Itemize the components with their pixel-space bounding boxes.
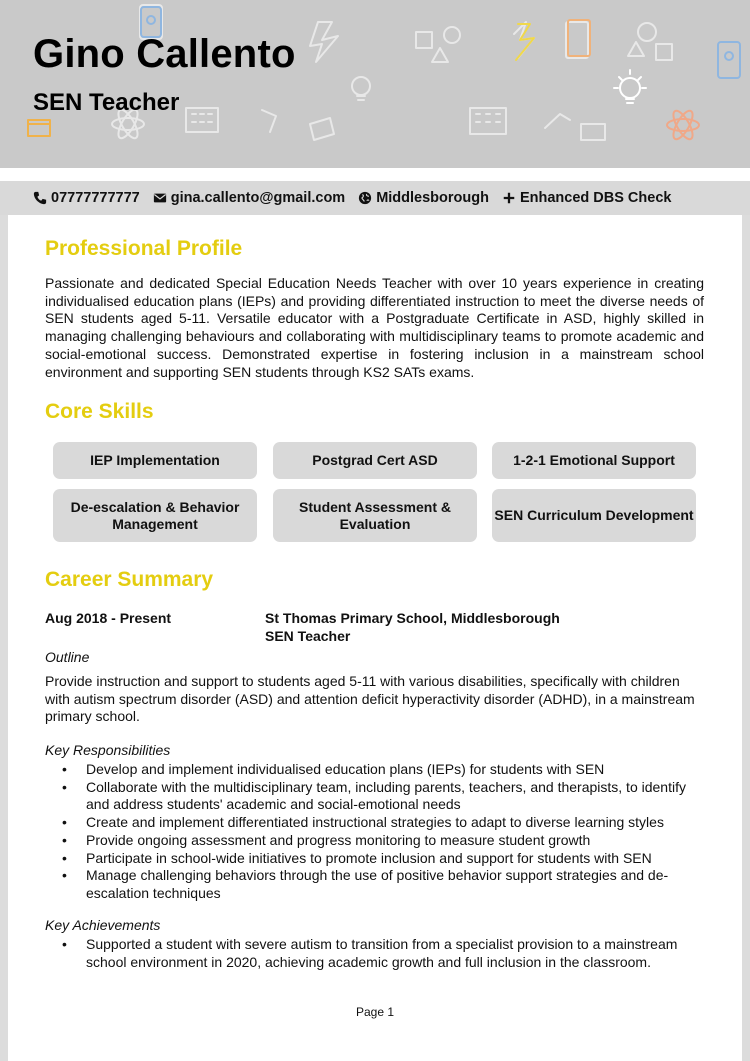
folder-icon-2 [581,124,605,140]
outline-label: Outline [45,649,90,665]
header-decoration [0,0,750,168]
skill-item: Student Assessment & Evaluation [273,489,477,542]
achievements-list [45,936,705,971]
profile-heading: Professional Profile [45,237,243,260]
location-text: Middlesborough [376,190,489,206]
list-item: • Create and implement differentiated instructional strategies to adapt to diverse learning styles [62,814,664,831]
skill-item: De-escalation & Behavior Management [53,489,257,542]
phone-icon [33,191,47,205]
phone-text: 07777777777 [51,190,140,206]
contact-dbs [502,190,672,206]
circle-shape-icon-2 [638,23,656,41]
contact-bar [0,181,750,215]
page-number: Page 1 [355,1005,395,1019]
header-divider [0,168,750,181]
job-position: SEN Teacher [265,628,351,644]
globe-icon [358,191,372,205]
responsibilities-list [45,761,705,903]
angle-icon [262,110,276,132]
skills-heading: Core Skills [45,400,154,423]
list-item: • Participate in school-wide initiatives to promote inclusion and support for students with SEN [62,849,652,866]
orange-atom-icon [667,119,699,131]
contact-email[interactable] [153,190,345,206]
orange-book-icon [568,20,590,56]
candidate-name: Gino Callento [33,32,296,76]
orange-folder-icon [28,120,50,136]
atom-icon [112,118,144,130]
list-item: • Develop and implement individualised education plans (IEPs) for students with SEN [62,761,605,777]
plus-icon [502,191,516,205]
lightning-icon [310,22,338,62]
resume-page [8,215,742,1061]
skill-item: IEP Implementation [53,442,257,479]
profile-text: Passionate and dedicated Special Education Needs Teacher with over 10 years experience in creating individualised education plans (IEPs) and providing differentiated instruction to meet the diverse needs of SEN students aged 5-11. Versatile educator with a Postgraduate Certificate in ASD, highly skilled in managing challenging behaviours and collaborating with multidisciplinary teams to promote academic and social-emotional success. Demonstrated expertise in fostering inclusion in a mainstream school environment and supporting SEN students through KS2 SATs exams. [45,275,704,380]
career-heading: Career Summary [45,568,214,591]
dbs-text: Enhanced DBS Check [519,190,672,206]
responsibilities-label: Key Responsibilities [45,742,171,758]
book-icon [566,22,588,58]
achievements-label: Key Achievements [45,917,161,933]
list-item: • Provide ongoing assessment and progress monitoring to measure student growth [62,831,591,848]
header-banner [0,0,750,168]
circle-shape-icon [444,27,460,43]
envelope-icon [153,191,167,205]
folder-icon [310,118,334,140]
building-icon [186,108,218,132]
white-lightbulb-icon [620,78,640,98]
list-item: • Collaborate with the multidisciplinary team, including parents, teachers, and therapists, to identify and address students' academic and social-emotional needs [62,778,686,813]
job-employer: St Thomas Primary School, Middlesborough [265,610,560,626]
lightbulb-icon [352,77,370,95]
contact-location [358,190,489,206]
angle-icon-2 [545,114,570,128]
triangle-shape-icon [432,48,448,62]
square-shape-icon [416,32,432,48]
email-text: gina.callento@gmail.com [170,190,346,206]
skill-item: Postgrad Cert ASD [273,442,477,479]
job-dates: Aug 2018 - Present [45,610,172,626]
outline-text: Provide instruction and support to students aged 5-11 with various disabilities, specifically with children with autism spectrum disorder (ASD) and attention deficit hyperactivity disorder (ADHD), in a mainstream primary school. [45,673,695,725]
list-item: • Supported a student with severe autism to transition from a specialist provision to a mainstream school environment in 2020, achieving academic growth and full inclusion in the classroom. [62,936,678,970]
skill-item: 1-2-1 Emotional Support [492,442,696,479]
skill-item: SEN Curriculum Development [492,489,696,542]
list-item: • Manage challenging behaviors through the use of positive behavior support strategies and de-escalation techniques [62,867,669,901]
contact-phone[interactable] [33,190,140,206]
candidate-title: SEN Teacher [33,89,180,116]
